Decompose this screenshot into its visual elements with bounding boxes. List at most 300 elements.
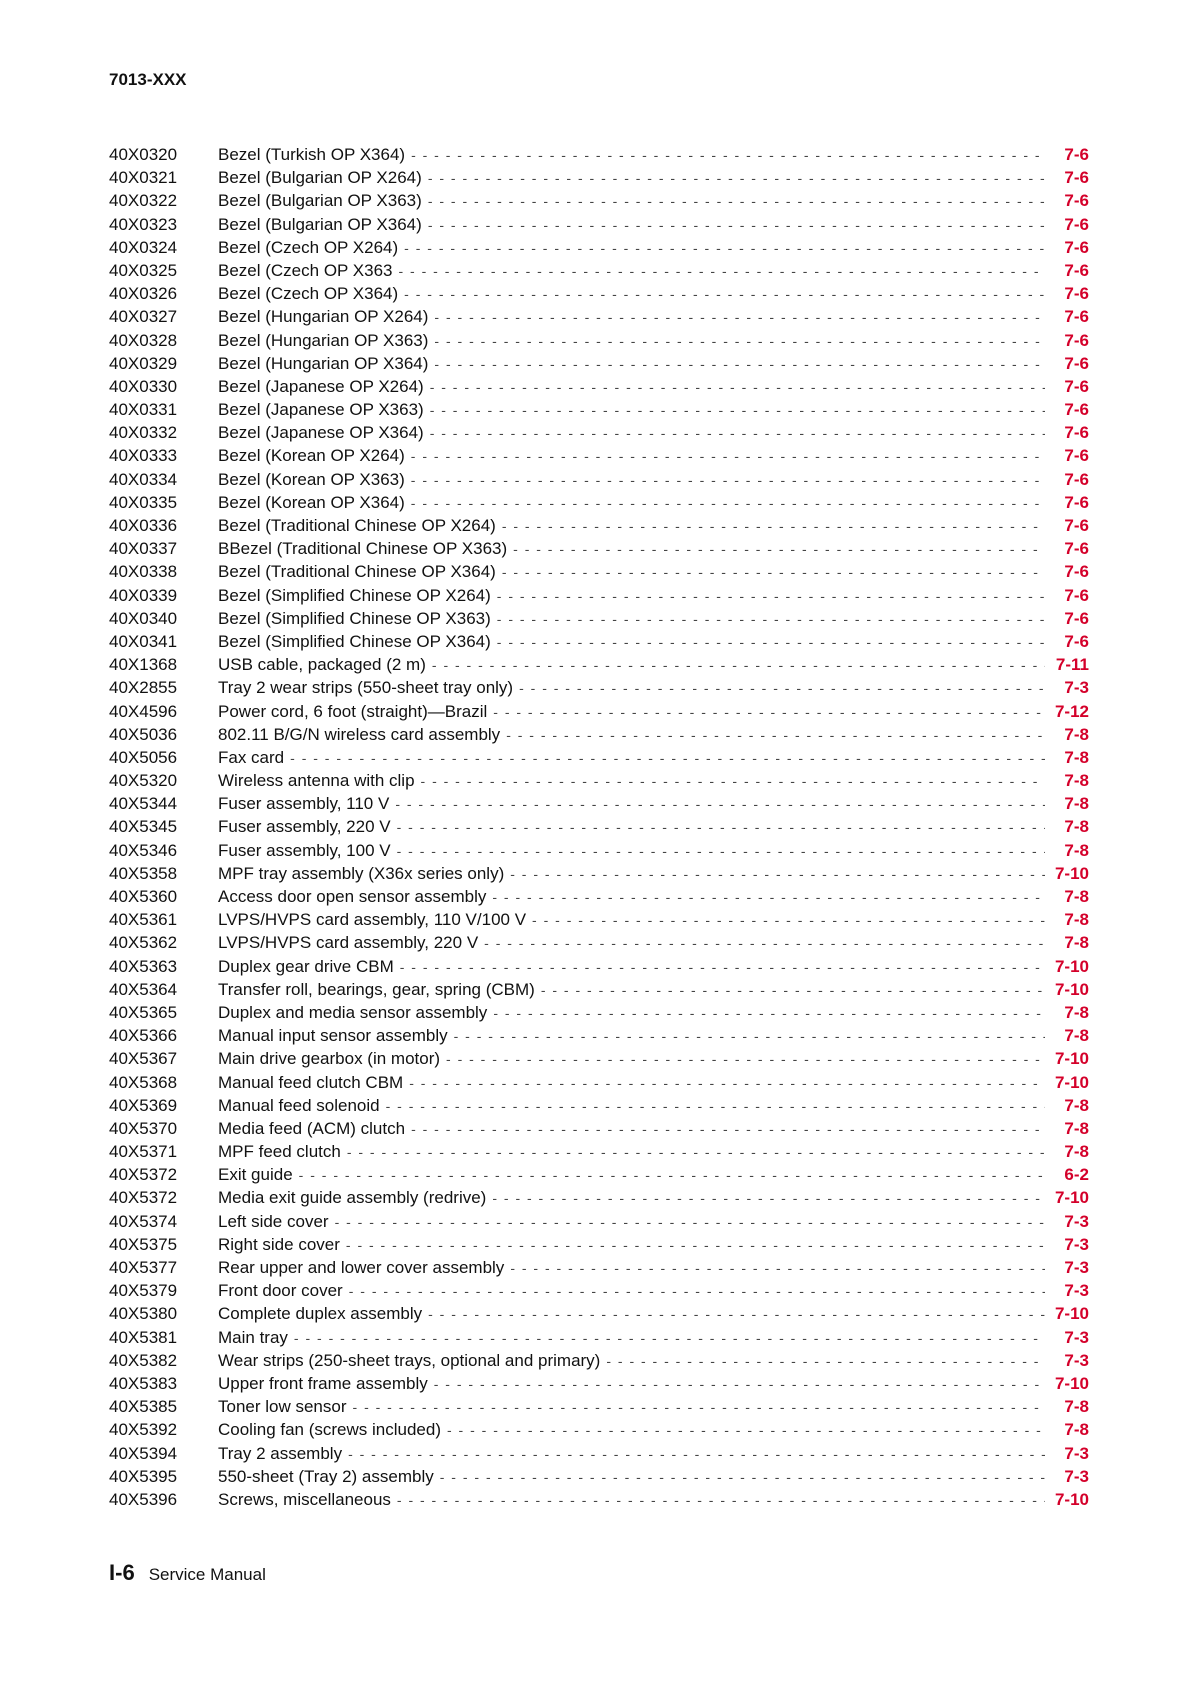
index-row xyxy=(109,910,1089,933)
index-row xyxy=(109,678,1089,701)
index-row xyxy=(109,771,1089,794)
dot-leader xyxy=(492,889,1045,905)
page-folio: I-6 xyxy=(109,1560,135,1585)
index-row xyxy=(109,1258,1089,1281)
index-row xyxy=(109,957,1089,980)
page-reference-link[interactable]: 7-10 xyxy=(1054,1049,1089,1069)
page-reference-link[interactable]: 7-6 xyxy=(1064,400,1089,420)
part-description: Bezel (Traditional Chinese OP X264) xyxy=(218,516,496,535)
index-row xyxy=(109,1420,1089,1443)
page-reference-link[interactable]: 7-6 xyxy=(1064,423,1089,443)
part-number: 40X5374 xyxy=(109,1211,178,1231)
part-description: Bezel (Simplified Chinese OP X264) xyxy=(218,585,491,605)
part-number: 40X0331 xyxy=(109,400,178,420)
part-description: Bezel (Hungarian OP X264) xyxy=(218,307,429,327)
part-description: Bezel (Traditional Chinese OP X364) xyxy=(218,562,496,582)
part-description: Fax card xyxy=(218,747,285,767)
index-row xyxy=(109,1003,1089,1026)
part-number: 40X0327 xyxy=(109,307,178,327)
page-reference-link[interactable]: 7-3 xyxy=(1064,1466,1089,1486)
part-description: Bezel (Korean OP X264) xyxy=(218,446,405,466)
dot-leader xyxy=(428,193,1045,209)
part-number: 40X0341 xyxy=(109,631,178,651)
part-number: 40X2855 xyxy=(109,678,178,698)
dot-leader xyxy=(502,564,1045,580)
page-reference-link[interactable]: 7-8 xyxy=(1064,747,1089,767)
page-reference-link[interactable]: 7-10 xyxy=(1054,863,1089,883)
page-reference-link[interactable]: 7-8 xyxy=(1064,910,1089,930)
dot-leader xyxy=(432,657,1045,673)
index-row xyxy=(109,446,1089,469)
part-number: 40X5036 xyxy=(109,724,178,744)
part-description: Toner low sensor xyxy=(218,1397,347,1417)
page-reference-link[interactable]: 7-6 xyxy=(1064,516,1089,535)
page-reference-link[interactable]: 7-12 xyxy=(1054,701,1089,721)
part-number: 40X5360 xyxy=(109,887,178,906)
document-id: 7013-XXX xyxy=(109,70,187,89)
page-reference-link[interactable]: 7-8 xyxy=(1064,1142,1089,1162)
dot-leader xyxy=(434,1376,1045,1392)
part-description: LVPS/HVPS card assembly, 220 V xyxy=(218,933,479,953)
page-reference-link[interactable]: 7-8 xyxy=(1064,887,1089,906)
page-reference-link[interactable]: 7-10 xyxy=(1054,956,1089,976)
page-reference-link[interactable]: 7-3 xyxy=(1064,1350,1089,1370)
part-number: 40X5375 xyxy=(109,1234,178,1254)
dot-leader xyxy=(299,1167,1045,1183)
dot-leader xyxy=(497,588,1045,604)
page-reference-link[interactable]: 7-6 xyxy=(1064,307,1089,327)
part-number: 40X5382 xyxy=(109,1350,178,1370)
index-row xyxy=(109,191,1089,214)
manual-title: Service Manual xyxy=(148,1565,266,1584)
part-description: BBezel (Traditional Chinese OP X363) xyxy=(218,539,508,559)
part-number: 40X5364 xyxy=(109,979,178,999)
index-row xyxy=(109,1096,1089,1119)
part-number: 40X5320 xyxy=(109,771,178,791)
part-number: 40X0332 xyxy=(109,423,178,443)
index-row xyxy=(109,470,1089,493)
part-number: 40X0339 xyxy=(109,585,178,605)
page-reference-link[interactable]: 7-6 xyxy=(1064,284,1089,304)
part-description: Bezel (Simplified Chinese OP X364) xyxy=(218,631,491,651)
part-description: Bezel (Czech OP X364) xyxy=(218,284,399,304)
part-description: Rear upper and lower cover assembly xyxy=(218,1258,505,1277)
page-reference-link[interactable]: 7-6 xyxy=(1064,330,1089,350)
part-description: Main tray xyxy=(218,1327,288,1347)
part-number: 40X0322 xyxy=(109,191,178,211)
part-number: 40X5396 xyxy=(109,1489,178,1509)
index-row xyxy=(109,1235,1089,1258)
part-number: 40X0336 xyxy=(109,516,178,535)
part-description: Bezel (Japanese OP X364) xyxy=(218,423,424,443)
page-reference-link[interactable]: 7-6 xyxy=(1064,145,1089,164)
dot-leader xyxy=(335,1214,1045,1230)
part-number: 40X5372 xyxy=(109,1188,178,1208)
dot-leader xyxy=(400,959,1045,975)
part-description: Left side cover xyxy=(218,1211,329,1231)
part-description: Front door cover xyxy=(218,1281,343,1301)
page-reference-link[interactable]: 7-6 xyxy=(1064,260,1089,280)
part-description: Bezel (Bulgarian OP X363) xyxy=(218,191,422,211)
index-row xyxy=(109,1142,1089,1165)
index-row xyxy=(109,516,1089,539)
dot-leader xyxy=(349,1283,1045,1299)
dot-leader xyxy=(434,309,1045,325)
part-number: 40X0324 xyxy=(109,237,178,257)
index-row xyxy=(109,864,1089,887)
index-row xyxy=(109,980,1089,1003)
index-row xyxy=(109,539,1089,562)
part-description: Bezel (Czech OP X264) xyxy=(218,237,399,257)
index-row xyxy=(109,586,1089,609)
index-row xyxy=(109,354,1089,377)
page-reference-link[interactable]: 7-6 xyxy=(1064,237,1089,257)
dot-leader xyxy=(353,1399,1045,1415)
index-row xyxy=(109,1397,1089,1420)
part-description: Upper front frame assembly xyxy=(218,1373,428,1393)
dot-leader xyxy=(434,356,1045,372)
dot-leader xyxy=(348,1446,1045,1462)
part-description: LVPS/HVPS card assembly, 110 V/100 V xyxy=(218,910,527,930)
dot-leader xyxy=(428,217,1045,233)
part-description: Wear strips (250-sheet trays, optional and primary) xyxy=(218,1350,601,1370)
part-description: Cooling fan (screws included) xyxy=(218,1420,441,1440)
dot-leader xyxy=(397,843,1045,859)
index-row xyxy=(109,1351,1089,1374)
index-row xyxy=(109,1467,1089,1490)
part-number: 40X5366 xyxy=(109,1026,178,1046)
page-reference-link[interactable]: 7-6 xyxy=(1064,562,1089,582)
index-row xyxy=(109,145,1089,168)
dot-leader xyxy=(411,448,1045,464)
page-reference-link[interactable]: 7-10 xyxy=(1054,1489,1089,1509)
part-description: Exit guide xyxy=(218,1165,293,1185)
index-row xyxy=(109,887,1089,910)
page-reference-link[interactable]: 7-8 xyxy=(1064,794,1089,814)
page-reference-link[interactable]: 7-6 xyxy=(1064,191,1089,211)
page-reference-link[interactable]: 7-8 xyxy=(1064,1095,1089,1115)
part-number: 40X0340 xyxy=(109,608,178,628)
dot-leader xyxy=(513,541,1045,557)
index-row xyxy=(109,655,1089,678)
part-description: Duplex gear drive CBM xyxy=(218,956,394,976)
index-row xyxy=(109,841,1089,864)
part-number: 40X5392 xyxy=(109,1420,178,1440)
part-description: Manual feed clutch CBM xyxy=(218,1072,404,1092)
dot-leader xyxy=(386,1098,1045,1114)
page-reference-link[interactable]: 7-6 xyxy=(1064,446,1089,466)
part-number: 40X5394 xyxy=(109,1443,178,1463)
page-reference-link[interactable]: 7-10 xyxy=(1054,1304,1089,1324)
index-row xyxy=(109,933,1089,956)
page-reference-link[interactable]: 7-11 xyxy=(1055,655,1089,675)
index-row xyxy=(109,794,1089,817)
part-number: 40X0329 xyxy=(109,353,178,373)
part-number: 40X5385 xyxy=(109,1397,178,1417)
dot-leader xyxy=(519,680,1045,696)
page-reference-link[interactable]: 7-6 xyxy=(1064,214,1089,234)
part-number: 40X0335 xyxy=(109,492,178,512)
dot-leader xyxy=(411,472,1045,488)
page-reference-link[interactable]: 7-8 xyxy=(1064,724,1089,744)
page-reference-link[interactable]: 7-8 xyxy=(1064,1026,1089,1046)
page-reference-link[interactable]: 7-3 xyxy=(1064,1443,1089,1463)
part-description: Screws, miscellaneous xyxy=(218,1489,391,1509)
dot-leader xyxy=(434,333,1045,349)
page-reference-link[interactable]: 7-6 xyxy=(1064,376,1089,396)
dot-leader xyxy=(492,1190,1045,1206)
part-number: 40X0321 xyxy=(109,168,178,188)
part-number: 40X5367 xyxy=(109,1049,178,1069)
part-number: 40X0325 xyxy=(109,260,178,280)
dot-leader xyxy=(409,1075,1045,1091)
index-row xyxy=(109,238,1089,261)
dot-leader xyxy=(347,1144,1045,1160)
index-row xyxy=(109,562,1089,585)
dot-leader xyxy=(428,1306,1045,1322)
part-description: MPF tray assembly (X36x series only) xyxy=(218,863,505,883)
index-row xyxy=(109,215,1089,238)
page-reference-link[interactable]: 7-8 xyxy=(1064,817,1089,837)
page-reference-link[interactable]: 7-3 xyxy=(1064,1211,1089,1231)
index-row xyxy=(109,1281,1089,1304)
page-reference-link[interactable]: 7-3 xyxy=(1064,1281,1089,1301)
part-description: Fuser assembly, 220 V xyxy=(218,817,391,837)
page-reference-link[interactable]: 7-8 xyxy=(1064,1420,1089,1440)
page-reference-link[interactable]: 7-10 xyxy=(1054,979,1089,999)
part-number: 40X5358 xyxy=(109,863,178,883)
page-reference-link[interactable]: 7-6 xyxy=(1064,168,1089,188)
page-reference-link[interactable]: 7-6 xyxy=(1064,585,1089,605)
part-number: 40X5381 xyxy=(109,1327,178,1347)
part-description: Bezel (Czech OP X363 xyxy=(218,260,393,280)
index-row xyxy=(109,725,1089,748)
part-description: Tray 2 wear strips (550-sheet tray only) xyxy=(218,678,514,698)
index-row xyxy=(109,817,1089,840)
part-description: Access door open sensor assembly xyxy=(218,887,487,906)
index-row xyxy=(109,423,1089,446)
part-number: 40X5369 xyxy=(109,1095,178,1115)
page-reference-link[interactable]: 7-8 xyxy=(1064,771,1089,791)
dot-leader xyxy=(510,1260,1045,1276)
part-number: 40X0338 xyxy=(109,562,178,582)
part-description: Manual input sensor assembly xyxy=(218,1026,448,1046)
dot-leader xyxy=(497,634,1045,650)
index-row xyxy=(109,400,1089,423)
index-row xyxy=(109,1165,1089,1188)
part-number: 40X0330 xyxy=(109,376,178,396)
part-number: 40X5362 xyxy=(109,933,178,953)
part-description: Fuser assembly, 100 V xyxy=(218,840,391,860)
dot-leader xyxy=(346,1237,1045,1253)
dot-leader xyxy=(497,611,1045,627)
dot-leader xyxy=(532,912,1045,928)
part-description: Bezel (Japanese OP X363) xyxy=(218,400,424,420)
index-row xyxy=(109,1188,1089,1211)
part-number: 40X5395 xyxy=(109,1466,178,1486)
page-reference-link[interactable]: 7-8 xyxy=(1064,1118,1089,1138)
page-reference-link[interactable]: 7-8 xyxy=(1064,840,1089,860)
part-description: Bezel (Japanese OP X264) xyxy=(218,376,424,396)
page-reference-link[interactable]: 7-6 xyxy=(1064,539,1089,559)
part-number: 40X5056 xyxy=(109,747,178,767)
page-reference-link[interactable]: 7-10 xyxy=(1054,1373,1089,1393)
page-reference-link[interactable]: 7-3 xyxy=(1064,1234,1089,1254)
index-row xyxy=(109,1444,1089,1467)
dot-leader xyxy=(447,1422,1045,1438)
part-number: 40X0333 xyxy=(109,446,178,466)
part-description: Bezel (Turkish OP X364) xyxy=(218,145,406,164)
dot-leader xyxy=(404,286,1045,302)
part-number: 40X5379 xyxy=(109,1281,178,1301)
page-reference-link[interactable]: 7-6 xyxy=(1064,492,1089,512)
dot-leader xyxy=(446,1051,1045,1067)
index-row xyxy=(109,284,1089,307)
page-reference-link[interactable]: 7-3 xyxy=(1064,678,1089,698)
dot-leader xyxy=(484,935,1045,951)
dot-leader xyxy=(411,495,1045,511)
part-description: 802.11 B/G/N wireless card assembly xyxy=(218,724,501,744)
part-number: 40X5346 xyxy=(109,840,178,860)
page-reference-link[interactable]: 7-8 xyxy=(1064,933,1089,953)
dot-leader xyxy=(411,147,1045,163)
dot-leader xyxy=(290,750,1045,766)
part-number: 40X5344 xyxy=(109,794,178,814)
page-reference-link[interactable]: 7-3 xyxy=(1064,1258,1089,1277)
part-description: Bezel (Bulgarian OP X264) xyxy=(218,168,422,188)
part-number: 40X5363 xyxy=(109,956,178,976)
page-reference-link[interactable]: 6-2 xyxy=(1064,1165,1089,1185)
part-number: 40X0320 xyxy=(109,145,178,164)
part-description: Fuser assembly, 110 V xyxy=(218,794,390,814)
index-row xyxy=(109,632,1089,655)
part-description: MPF feed clutch xyxy=(218,1142,341,1162)
part-description: Duplex and media sensor assembly xyxy=(218,1002,488,1022)
page-reference-link[interactable]: 7-10 xyxy=(1054,1072,1089,1092)
parts-index-list xyxy=(109,145,1089,1513)
index-row xyxy=(109,1304,1089,1327)
dot-leader xyxy=(510,866,1045,882)
index-row xyxy=(109,1374,1089,1397)
part-description: Bezel (Korean OP X363) xyxy=(218,469,405,489)
part-description: Main drive gearbox (in motor) xyxy=(218,1049,441,1069)
page-reference-link[interactable]: 7-6 xyxy=(1064,353,1089,373)
part-description: Wireless antenna with clip xyxy=(218,771,415,791)
part-number: 40X4596 xyxy=(109,701,178,721)
page-reference-link[interactable]: 7-6 xyxy=(1064,469,1089,489)
page-footer xyxy=(109,1560,266,1586)
dot-leader xyxy=(294,1330,1045,1346)
index-row xyxy=(109,748,1089,771)
dot-leader xyxy=(395,796,1045,812)
part-description: Bezel (Hungarian OP X364) xyxy=(218,353,429,373)
part-description: Bezel (Hungarian OP X363) xyxy=(218,330,429,350)
dot-leader xyxy=(404,240,1045,256)
page-reference-link[interactable]: 7-8 xyxy=(1064,1002,1089,1022)
part-number: 40X0337 xyxy=(109,539,178,559)
page-reference-link[interactable]: 7-8 xyxy=(1064,1397,1089,1417)
part-description: Media exit guide assembly (redrive) xyxy=(218,1188,487,1208)
part-description: Bezel (Simplified Chinese OP X363) xyxy=(218,608,491,628)
dot-leader xyxy=(454,1028,1045,1044)
part-number: 40X5370 xyxy=(109,1118,178,1138)
page-reference-link[interactable]: 7-6 xyxy=(1064,608,1089,628)
index-row xyxy=(109,168,1089,191)
part-description: USB cable, packaged (2 m) xyxy=(218,655,426,675)
part-description: Manual feed solenoid xyxy=(218,1095,380,1115)
dot-leader xyxy=(541,982,1045,998)
dot-leader xyxy=(430,402,1045,418)
part-number: 40X5383 xyxy=(109,1373,178,1393)
part-number: 40X5371 xyxy=(109,1142,178,1162)
page-reference-link[interactable]: 7-6 xyxy=(1064,631,1089,651)
index-row xyxy=(109,1212,1089,1235)
part-description: Tray 2 assembly xyxy=(218,1443,343,1463)
part-description: Bezel (Bulgarian OP X364) xyxy=(218,214,422,234)
part-number: 40X5345 xyxy=(109,817,178,837)
part-description: 550-sheet (Tray 2) assembly xyxy=(218,1466,434,1486)
part-description: Media feed (ACM) clutch xyxy=(218,1118,406,1138)
part-number: 40X5368 xyxy=(109,1072,178,1092)
part-description: Power cord, 6 foot (straight)—Brazil xyxy=(218,701,488,721)
page-reference-link[interactable]: 7-10 xyxy=(1054,1188,1089,1208)
index-row xyxy=(109,307,1089,330)
index-row xyxy=(109,1119,1089,1142)
dot-leader xyxy=(493,1005,1045,1021)
dot-leader xyxy=(428,170,1045,186)
index-row xyxy=(109,1073,1089,1096)
index-row xyxy=(109,331,1089,354)
index-row xyxy=(109,609,1089,632)
index-row xyxy=(109,1026,1089,1049)
part-number: 40X5380 xyxy=(109,1304,178,1324)
index-row xyxy=(109,702,1089,725)
dot-leader xyxy=(421,773,1045,789)
index-row xyxy=(109,261,1089,284)
page-reference-link[interactable]: 7-3 xyxy=(1064,1327,1089,1347)
part-description: Complete duplex assembly xyxy=(218,1304,423,1324)
index-row xyxy=(109,1490,1089,1513)
part-description: Transfer roll, bearings, gear, spring (CBM) xyxy=(218,979,535,999)
part-number: 40X5377 xyxy=(109,1258,178,1277)
dot-leader xyxy=(397,1492,1045,1508)
part-number: 40X5361 xyxy=(109,910,178,930)
part-description: Bezel (Korean OP X364) xyxy=(218,492,405,512)
dot-leader xyxy=(399,263,1046,279)
dot-leader xyxy=(506,727,1045,743)
part-number: 40X5365 xyxy=(109,1002,178,1022)
dot-leader xyxy=(606,1353,1045,1369)
part-number: 40X0328 xyxy=(109,330,178,350)
dot-leader xyxy=(411,1121,1045,1137)
part-number: 40X0326 xyxy=(109,284,178,304)
index-row xyxy=(109,377,1089,400)
index-row xyxy=(109,493,1089,516)
index-row xyxy=(109,1328,1089,1351)
part-description: Right side cover xyxy=(218,1234,340,1254)
part-number: 40X0334 xyxy=(109,469,178,489)
dot-leader xyxy=(493,704,1045,720)
part-number: 40X5372 xyxy=(109,1165,178,1185)
dot-leader xyxy=(397,819,1045,835)
dot-leader xyxy=(502,518,1045,534)
part-number: 40X0323 xyxy=(109,214,178,234)
index-row xyxy=(109,1049,1089,1072)
part-number: 40X1368 xyxy=(109,655,178,675)
dot-leader xyxy=(430,379,1045,395)
dot-leader xyxy=(430,425,1045,441)
dot-leader xyxy=(440,1469,1045,1485)
